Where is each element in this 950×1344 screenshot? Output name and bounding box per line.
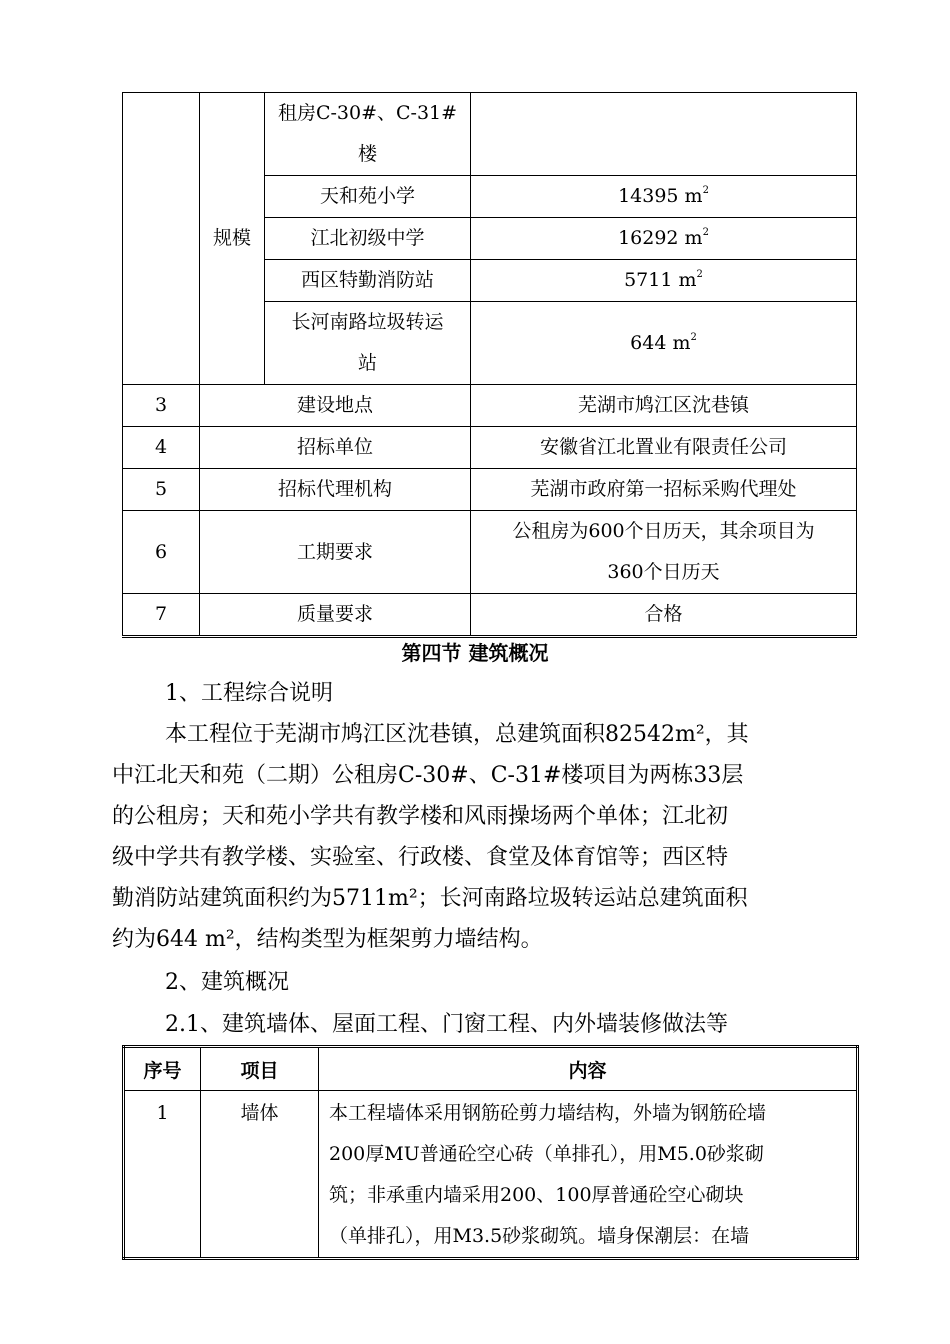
item-cell: 工期要求: [200, 511, 471, 594]
area-unit-exponent: 2: [696, 269, 703, 280]
project-name-line: 长河南路垃圾转运: [291, 311, 444, 333]
value-cell: 芜湖市鸠江区沈巷镇: [471, 385, 857, 427]
column-header-number: 序号: [124, 1047, 201, 1091]
paragraph-line: 级中学共有教学楼、实验室、行政楼、食堂及体育馆等；西区特: [112, 845, 729, 870]
value-cell: [471, 511, 857, 594]
project-name-line: 租房C-30#、C-31#: [277, 102, 458, 124]
content-cell: [319, 1091, 858, 1259]
paragraph-line: 勤消防站建筑面积约为5711m²；长河南路垃圾转运站总建筑面积: [112, 886, 748, 911]
project-name-cell: 西区特勤消防站: [265, 260, 471, 302]
area-unit-exponent: 2: [702, 227, 709, 238]
project-area-cell: [471, 260, 857, 302]
heading-building-overview: 2、建筑概况: [165, 970, 289, 995]
building-details-table: [122, 1045, 859, 1260]
heading-project-description: 1、工程综合说明: [165, 681, 333, 706]
area-value: 14395 m: [618, 185, 703, 207]
project-area-cell: [471, 218, 857, 260]
value-cell: 安徽省江北置业有限责任公司: [471, 427, 857, 469]
project-area-cell: [471, 176, 857, 218]
row-number-cell: [123, 93, 200, 385]
table-row: [123, 594, 857, 637]
paragraph-line: 约为644 m²，结构类型为框架剪力墙结构。: [112, 927, 543, 952]
row-number-cell: 5: [123, 469, 200, 511]
project-name-line: 楼: [357, 143, 377, 165]
item-cell: 招标代理机构: [200, 469, 471, 511]
item-cell: 建设地点: [200, 385, 471, 427]
paragraph-line: 本工程位于芜湖市鸠江区沈巷镇，总建筑面积82542m²，其: [165, 722, 749, 747]
value-line: 公租房为600个日历天，其余项目为: [512, 520, 815, 542]
row-number-cell: 6: [123, 511, 200, 594]
item-cell: 质量要求: [200, 594, 471, 637]
project-name-cell: [265, 302, 471, 385]
row-number-cell: 7: [123, 594, 200, 637]
table-row: [123, 511, 857, 594]
project-name-cell: 江北初级中学: [265, 218, 471, 260]
area-value: 5711 m: [624, 269, 697, 291]
value-cell: 芜湖市政府第一招标采购代理处: [471, 469, 857, 511]
item-cell: 招标单位: [200, 427, 471, 469]
table-row: [124, 1091, 858, 1259]
content-line: 200厚MU普通砼空心砖（单排孔），用M5.0砂浆砌: [329, 1143, 764, 1165]
area-unit-exponent: 2: [690, 331, 697, 343]
row-number-cell: 3: [123, 385, 200, 427]
content-line: （单排孔），用M3.5砂浆砌筑。墙身保潮层：在墙: [329, 1225, 750, 1247]
content-line: 本工程墙体采用钢筋砼剪力墙结构，外墙为钢筋砼墙: [329, 1102, 767, 1124]
table-row: [123, 469, 857, 511]
project-name-cell: [265, 93, 471, 176]
value-cell: 合格: [471, 594, 857, 637]
value-line: 360个日历天: [607, 561, 720, 583]
scale-label: 规模: [200, 93, 265, 385]
row-number-cell: 1: [124, 1091, 201, 1259]
item-cell: 墙体: [201, 1091, 319, 1259]
area-unit-exponent: 2: [702, 185, 709, 196]
project-area-cell: [471, 302, 857, 385]
table-row: [123, 385, 857, 427]
table-header-row: [124, 1047, 858, 1091]
table-row: [123, 93, 857, 176]
area-value: 16292 m: [618, 227, 703, 249]
project-name-line: 站: [357, 352, 377, 374]
table-row: [123, 427, 857, 469]
row-number-cell: 4: [123, 427, 200, 469]
section-title: 第四节 建筑概况: [401, 641, 549, 665]
area-value: 644 m: [630, 331, 691, 354]
heading-building-details: 2.1、建筑墙体、屋面工程、门窗工程、内外墙装修做法等: [165, 1012, 728, 1037]
column-header-item: 项目: [201, 1047, 319, 1091]
paragraph-line: 中江北天和苑（二期）公租房C-30#、C-31#楼项目为两栋33层: [112, 763, 744, 788]
content-line: 筑；非承重内墙采用200、100厚普通砼空心砌块: [329, 1184, 744, 1206]
project-name-cell: 天和苑小学: [265, 176, 471, 218]
project-info-table: [122, 92, 857, 638]
column-header-content: 内容: [319, 1047, 858, 1091]
project-area-cell: [471, 93, 857, 176]
paragraph-line: 的公租房；天和苑小学共有教学楼和风雨操场两个单体；江北初: [112, 804, 729, 829]
